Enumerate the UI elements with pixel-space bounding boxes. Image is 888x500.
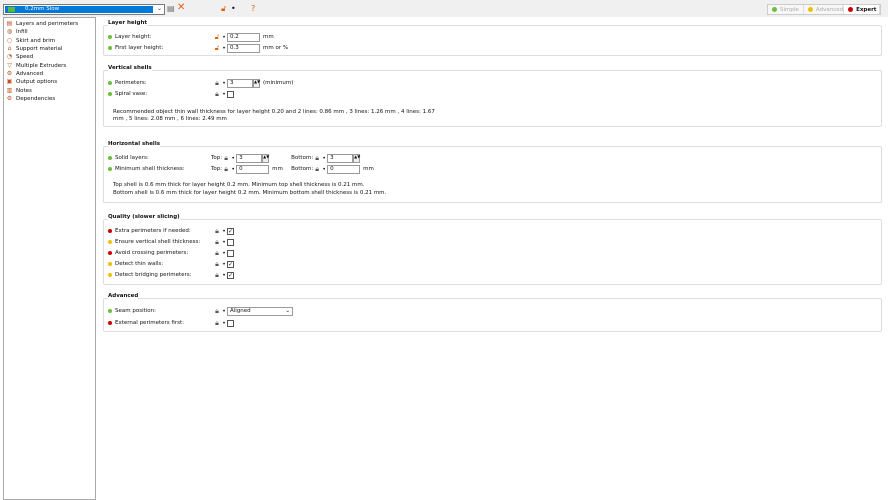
lock-icon[interactable]: 🔒︎	[315, 153, 320, 162]
bullet-icon[interactable]: •	[222, 90, 226, 98]
quality-row	[108, 237, 234, 247]
bullet-icon[interactable]: •	[322, 154, 326, 162]
page-icon: ▤	[6, 20, 13, 28]
bullet-icon[interactable]: •	[222, 238, 226, 246]
sidebar-item[interactable]	[4, 53, 95, 61]
bottom-shell-note: Bottom shell is 0.6 mm thick for layer height 0.2 mm. Minimum bottom shell thickness is 0.21 mm.	[113, 190, 387, 196]
solid-top-input[interactable]: 3	[236, 154, 262, 163]
chevron-down-icon[interactable]: ⌄	[156, 5, 162, 12]
solid-layers-label: Solid layers:	[115, 155, 149, 161]
mode-dot-icon	[108, 92, 112, 96]
spin-arrows-icon[interactable]: ▲▼	[262, 154, 269, 163]
lock-icon[interactable]: 🔒︎	[215, 270, 219, 279]
sidebar-item-label: Skirt and brim	[16, 37, 56, 44]
min-top-input[interactable]: 0	[236, 165, 269, 174]
sidebar-item-label: Advanced	[16, 70, 44, 77]
option-label: Avoid crossing perimeters:	[115, 250, 189, 256]
group-vertical-shells	[103, 65, 882, 127]
simple-dot-icon	[772, 7, 777, 12]
sidebar-item-label: Support material	[16, 46, 63, 53]
sidebar-item[interactable]	[4, 70, 95, 78]
seam-position-select[interactable]	[227, 307, 293, 316]
quality-row	[108, 226, 234, 236]
bullet-icon: •	[231, 4, 236, 13]
mode-advanced[interactable]	[804, 5, 844, 14]
top-label: Top:	[211, 166, 223, 172]
group-layer-height	[103, 20, 882, 56]
group-title: Advanced	[108, 293, 139, 299]
lock-icon[interactable]: 🔒︎	[215, 248, 219, 257]
page-icon: ⚙	[6, 94, 13, 102]
group-quality	[103, 214, 882, 285]
group-title: Quality (slower slicing)	[108, 214, 180, 220]
page-icon: ▽	[7, 61, 12, 69]
bullet-icon[interactable]: •	[222, 307, 226, 315]
mode-label: Expert	[856, 6, 877, 13]
quality-row	[108, 259, 234, 269]
sidebar-item-label: Speed	[16, 54, 34, 61]
save-icon[interactable]: ▤	[167, 4, 175, 13]
spin-arrows-icon[interactable]: ▲▼	[253, 79, 260, 88]
sidebar-item-label: Infill	[16, 29, 28, 36]
lock-open-icon[interactable]: 🔓︎	[214, 43, 220, 52]
mode-dot-icon	[108, 35, 112, 39]
page-icon: ⌂	[7, 45, 12, 53]
thin-wall-note-cont: mm , 5 lines: 2.08 mm , 6 lines: 2.49 mm	[113, 116, 227, 122]
mode-dot-icon	[108, 251, 112, 255]
lock-icon[interactable]: 🔒︎	[215, 306, 219, 315]
lock-icon[interactable]: 🔒︎	[215, 318, 219, 327]
sidebar-item-label: Layers and perimeters	[16, 21, 79, 28]
solid-bottom-input[interactable]: 3	[327, 154, 353, 163]
lock-open-icon[interactable]: 🔓︎	[214, 32, 220, 41]
lock-icon[interactable]: 🔒︎	[215, 237, 219, 246]
bullet-icon[interactable]: •	[222, 33, 226, 41]
lock-icon[interactable]: 🔒︎	[215, 226, 219, 235]
mode-expert[interactable]	[844, 5, 880, 14]
group-advanced	[103, 293, 882, 332]
close-icon[interactable]: ✕	[177, 2, 186, 13]
lock-icon[interactable]: 🔒︎	[224, 153, 228, 162]
first-layer-height-label: First layer height:	[115, 45, 164, 51]
mode-dot-icon	[108, 156, 112, 160]
sidebar-item-label: Multiple Extruders	[16, 62, 67, 69]
first-layer-height-input[interactable]: 0.3	[227, 44, 260, 53]
unit: mm	[363, 166, 374, 172]
lock-icon[interactable]: 🔒︎	[215, 78, 219, 87]
mode-switch	[767, 4, 881, 15]
top-label: Top:	[211, 155, 223, 161]
perimeters-input[interactable]: 3	[227, 79, 253, 88]
mode-dot-icon	[108, 81, 112, 85]
page-icon: ⚙	[6, 69, 13, 77]
page-icon: ◔	[6, 53, 13, 61]
bullet-icon[interactable]: •	[222, 271, 226, 279]
mode-dot-icon	[108, 167, 112, 171]
sidebar-item-label: Output options	[16, 79, 58, 86]
mode-dot-icon	[108, 309, 112, 313]
mode-dot-icon	[108, 46, 112, 50]
sidebar-item[interactable]	[4, 95, 95, 103]
sidebar-item[interactable]	[4, 28, 95, 36]
page-icon: ▣	[6, 78, 13, 86]
quality-row	[108, 270, 234, 280]
quality-row	[108, 248, 234, 258]
bullet-icon[interactable]: •	[222, 260, 226, 268]
mode-dot-icon	[108, 321, 112, 325]
preset-name: 0.2mm Slow	[25, 6, 60, 12]
lock-icon[interactable]: 🔒︎	[315, 164, 320, 173]
group-title: Horizontal shells	[108, 141, 160, 147]
option-label: Extra perimeters if needed:	[115, 228, 191, 234]
mode-dot-icon	[108, 229, 112, 233]
bottom-label: Bottom:	[291, 155, 314, 161]
sidebar-item[interactable]	[4, 45, 95, 53]
lock-icon[interactable]: 🔒︎	[215, 259, 219, 268]
group-horizontal-shells	[103, 141, 882, 203]
bottom-label: Bottom:	[291, 166, 314, 172]
option-label: Detect thin walls:	[115, 261, 164, 267]
sidebar-item-label: Dependencies	[16, 95, 56, 102]
layer-height-input[interactable]: 0.2	[227, 33, 260, 42]
min-shell-thickness-label: Minimum shell thickness:	[115, 166, 185, 172]
mode-dot-icon	[108, 240, 112, 244]
spiral-vase-checkbox[interactable]	[227, 91, 234, 98]
option-label: Ensure vertical shell thickness:	[115, 239, 201, 245]
unit: mm	[272, 166, 283, 172]
bullet-icon[interactable]: •	[231, 154, 235, 162]
option-checkbox[interactable]	[227, 239, 234, 246]
spin-arrows-icon[interactable]: ▲▼	[353, 154, 360, 163]
layer-height-label: Layer height:	[115, 34, 152, 40]
thin-wall-note: Recommended object thin wall thickness for layer height 0.20 and 2 lines: 0.86 mm , 3 lines: 1.26 mm , 4 lines: 1.67	[113, 109, 435, 115]
sidebar-item[interactable]	[4, 86, 95, 94]
lock-open-icon[interactable]: 🔓︎	[221, 4, 227, 13]
sidebar-item[interactable]	[4, 37, 95, 45]
help-icon[interactable]: ?	[251, 4, 256, 13]
bullet-icon[interactable]: •	[322, 165, 326, 173]
mode-label: Simple	[780, 6, 799, 13]
chevron-down-icon: ⌄	[285, 307, 290, 314]
settings-page-list	[3, 17, 96, 500]
sidebar-item-label: Notes	[16, 87, 32, 94]
sidebar-item[interactable]	[4, 78, 95, 86]
unit: mm or %	[263, 45, 289, 51]
sidebar-item[interactable]	[4, 20, 95, 28]
mode-dot-icon	[108, 273, 112, 277]
option-label: Detect bridging perimeters:	[115, 272, 192, 278]
seam-position-label: Seam position:	[115, 308, 156, 314]
external-perimeters-first-label: External perimeters first:	[115, 320, 184, 326]
group-title: Vertical shells	[108, 65, 152, 71]
bullet-icon[interactable]: •	[231, 165, 235, 173]
bullet-icon[interactable]: •	[222, 319, 226, 327]
expert-dot-icon	[848, 7, 853, 12]
seam-value: Aligned	[230, 307, 251, 314]
spiral-vase-label: Spiral vase:	[115, 91, 148, 97]
lock-icon[interactable]: 🔒︎	[224, 164, 228, 173]
bullet-icon[interactable]: •	[222, 44, 226, 52]
perimeters-label: Perimeters:	[115, 80, 147, 86]
bullet-icon[interactable]: •	[222, 79, 226, 87]
page-icon: ○	[6, 36, 13, 44]
sidebar-item[interactable]	[4, 61, 95, 69]
mode-simple[interactable]	[768, 5, 804, 14]
option-checkbox[interactable]: ✓	[228, 271, 234, 279]
bullet-icon[interactable]: •	[222, 249, 226, 257]
group-title: Layer height	[108, 20, 148, 26]
unit: mm	[263, 34, 274, 40]
option-checkbox[interactable]	[227, 250, 234, 257]
option-checkbox[interactable]: ✓	[228, 260, 234, 268]
min-bottom-input[interactable]: 0	[327, 165, 360, 174]
top-shell-note: Top shell is 0.6 mm thick for layer height 0.2 mm. Minimum top shell thickness is 0.21 mm.	[113, 182, 365, 188]
lock-icon[interactable]: 🔒︎	[215, 89, 219, 98]
unit: (minimum)	[263, 80, 294, 86]
mode-dot-icon	[108, 262, 112, 266]
external-perimeters-first-checkbox[interactable]	[227, 320, 234, 327]
bullet-icon[interactable]: •	[222, 227, 226, 235]
option-checkbox[interactable]: ✓	[228, 227, 234, 235]
advanced-dot-icon	[808, 7, 813, 12]
mode-label: Advanced	[815, 6, 844, 13]
page-icon: ◍	[6, 28, 13, 36]
preset-select[interactable]	[3, 4, 165, 15]
page-icon: ▥	[6, 86, 13, 94]
flag-icon	[8, 7, 15, 12]
